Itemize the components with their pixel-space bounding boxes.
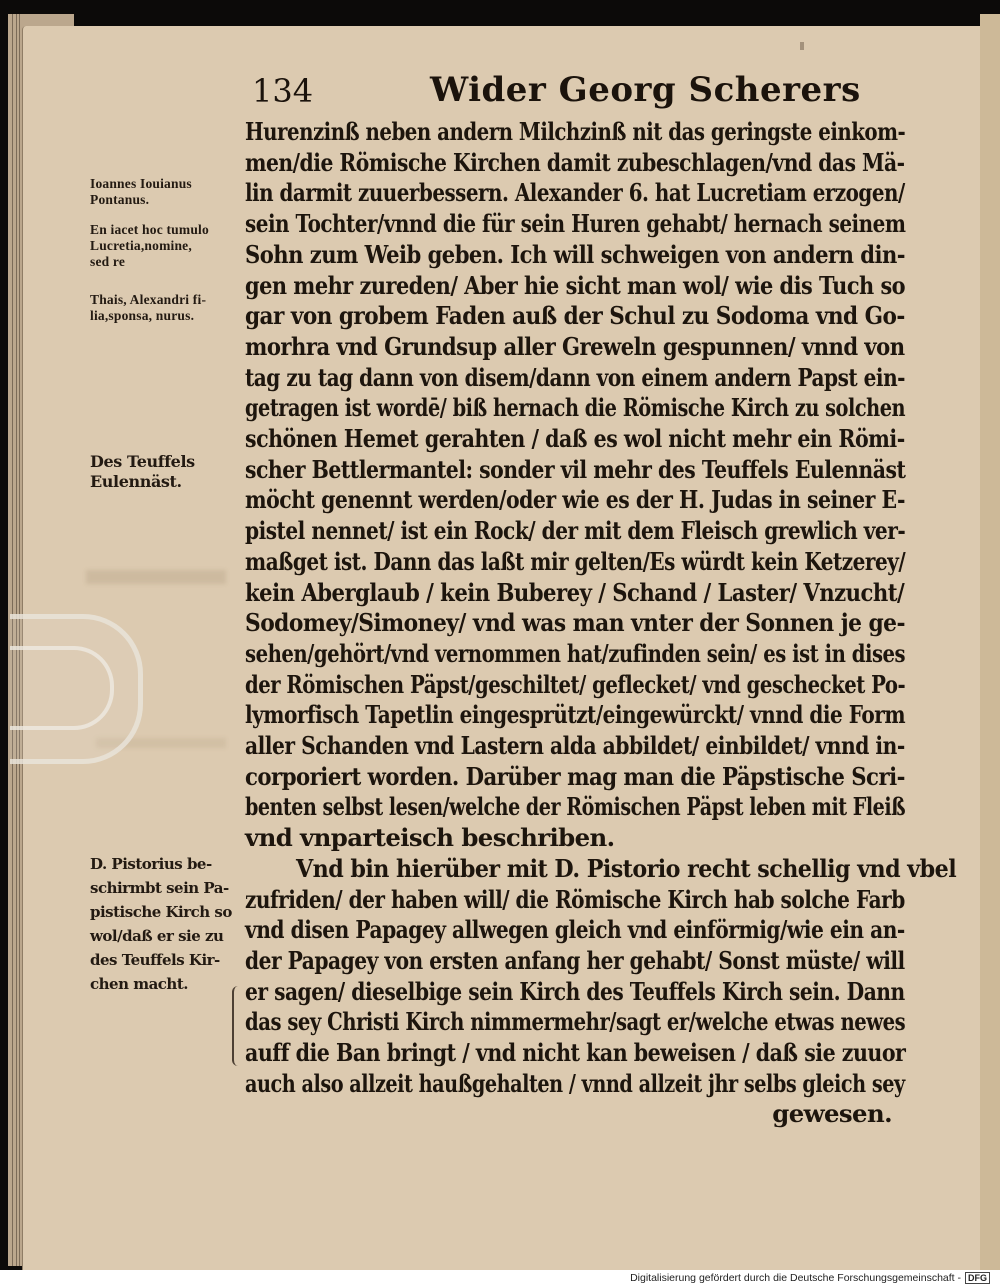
margin-note-line: sed re	[90, 254, 126, 269]
text-line: er sagen/ dieselbige sein Kirch des Teuffels Kirch sein. Dann	[245, 976, 905, 1006]
text-line: möcht genennt werden/oder wie es der H. Judas in seiner E-	[245, 485, 905, 515]
margin-note-line: Ioannes Iouianus	[90, 176, 192, 191]
text-line: scher Bettlermantel: sonder vil mehr des Teuffels Eulennäst	[245, 454, 906, 484]
margin-note-line: D. Pistorius be-	[90, 855, 212, 873]
dfg-logo: DFG	[965, 1272, 990, 1284]
text-line: Sohn zum Weib geben. Ich will schweigen von andern din-	[245, 239, 906, 269]
text-line: pistel nennet/ ist ein Rock/ der mit dem Fleisch grewlich ver-	[245, 516, 906, 546]
right-page-strip	[980, 14, 1000, 1270]
text-line: auff die Ban bringt / vnd nicht kan beweisen / daß sie zuuor	[245, 1038, 906, 1067]
margin-note-pistorius	[90, 852, 232, 996]
page-number: 134	[252, 72, 314, 110]
text-line: der Papagey von ersten anfang her gehabt/ Sonst müste/ will	[245, 945, 905, 975]
bleed-through-stain	[86, 570, 226, 584]
margin-note-line: lia,sponsa, nurus.	[90, 308, 195, 323]
digitization-footer	[630, 1272, 990, 1284]
margin-note-line: pistische Kirch so	[90, 903, 232, 921]
page-mark	[800, 42, 804, 50]
margin-note-line: des Teuffels Kir-	[90, 951, 220, 969]
ink-bracket	[232, 986, 242, 1066]
margin-note-line: Eulennäst.	[90, 472, 182, 491]
margin-note-pontanus	[90, 176, 192, 208]
margin-note-line: schirmbt sein Pa-	[90, 879, 229, 897]
margin-note-line: Thais, Alexandri fi-	[90, 292, 207, 307]
text-line: der Römischen Päpst/geschiltet/ geflecket/ vnd geschecket Po-	[245, 669, 906, 699]
text-line: schönen Hemet gerahten / daß es wol nicht mehr ein Römi-	[245, 424, 905, 453]
margin-note-line: Des Teuffels	[90, 452, 195, 471]
text-line: corporiert worden. Darüber mag man die Päpstische Scri-	[245, 761, 905, 791]
text-line: sein Tochter/vnnd die für sein Huren gehabt/ hernach seinem	[245, 209, 906, 239]
text-line: das sey Christi Kirch nimmermehr/sagt er/welche etwas newes	[245, 1007, 906, 1037]
text-line: men/die Römische Kirchen damit zubeschlagen/vnd das Mä-	[245, 147, 905, 177]
footer-text: Digitalisierung gefördert durch die Deutsche Forschungsgemeinschaft -	[630, 1272, 961, 1284]
margin-note-line: wol/daß er sie zu	[90, 927, 224, 945]
text-line: sehen/gehört/vnd vernommen hat/zufinden sein/ es ist in dises	[245, 638, 906, 668]
text-line: gewesen.	[772, 1099, 892, 1129]
text-line: Hurenzinß neben andern Milchzinß nit das geringste einkom-	[245, 117, 906, 146]
margin-note-eulennaest	[90, 452, 195, 492]
margin-note-epitaph	[90, 222, 209, 270]
margin-note-line: chen macht.	[90, 975, 188, 993]
margin-note-thais	[90, 292, 206, 324]
text-line: morhra vnd Grundsup aller Greweln gespunnen/ vnnd von	[245, 331, 905, 361]
text-line: auch also allzeit haußgehalten / vnnd allzeit jhr selbs gleich sey	[245, 1068, 905, 1098]
text-line: getragen ist wordē/ biß hernach die Römische Kirch zu solchen	[245, 393, 906, 423]
text-line: aller Schanden vnd Lastern alda abbildet/ einbildet/ vnnd in-	[245, 731, 905, 760]
text-line: Sodomey/Simoney/ vnd was man vnter der Sonnen je ge-	[245, 608, 905, 638]
text-line: zufriden/ der haben will/ die Römische Kirch hab solche Farb	[245, 884, 905, 914]
paper-clip-inner	[10, 646, 114, 730]
text-line: kein Aberglaub / kein Buberey / Schand / Laster/ Vnzucht/	[245, 577, 905, 607]
text-line: maßget ist. Dann das laßt mir gelten/Es würdt kein Ketzerey/	[245, 546, 906, 576]
margin-note-line: Pontanus.	[90, 192, 150, 207]
text-line: vnd vnparteisch beschriben.	[245, 823, 615, 853]
running-head: Wider Georg Scherers	[430, 70, 861, 110]
text-line: gar von grobem Faden auß der Schul zu Sodoma vnd Go-	[245, 301, 905, 331]
text-line: lin darmit zuuerbessern. Alexander 6. hat Lucretiam erzogen/	[245, 178, 905, 208]
text-line: lymorfisch Tapetlin eingesprützt/eingewürckt/ vnnd die Form	[245, 700, 906, 730]
text-line: Vnd bin hierüber mit D. Pistorio recht schellig vnd vbel	[296, 853, 957, 883]
text-line: gen mehr zureden/ Aber hie sicht man wol/ wie dis Tuch so	[245, 270, 906, 300]
text-line: tag zu tag dann von disem/dann von einem andern Papst ein-	[245, 362, 906, 392]
margin-note-line: En iacet hoc tumulo	[90, 222, 209, 237]
text-line: benten selbst lesen/welche der Römischen Päpst leben mit Fleiß	[245, 792, 906, 822]
margin-note-line: Lucretia,nomine,	[90, 238, 192, 253]
text-line: vnd disen Papagey allwegen gleich vnd einförmig/wie ein an-	[245, 915, 905, 945]
